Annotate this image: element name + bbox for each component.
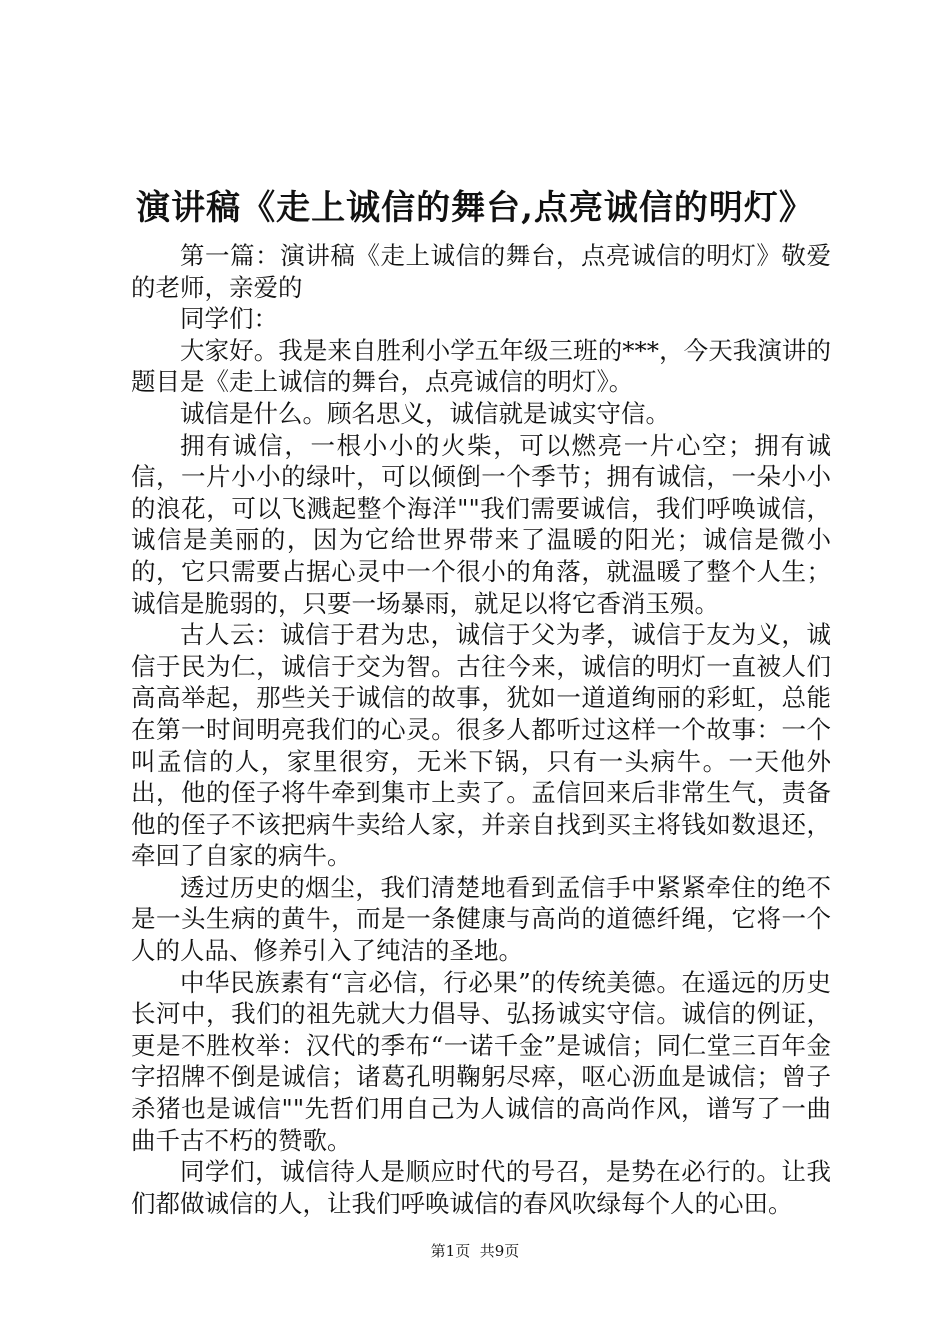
paragraph-3: 大家好。我是来自胜利小学五年级三班的***，今天我演讲的题目是《走上诚信的舞台，点亮诚信的明灯》。 [131, 335, 831, 397]
paragraph-4: 诚信是什么。顾名思义，诚信就是诚实守信。 [180, 398, 670, 428]
document-title: 演讲稿《走上诚信的舞台,点亮诚信的明灯》 [136, 188, 814, 228]
paragraph-7: 透过历史的烟尘，我们清楚地看到孟信手中紧紧牵住的绝不是一头生病的黄牛，而是一条健康与高尚的道德纤绳，它将一个人的人品、修养引入了纯洁的圣地。 [131, 872, 831, 966]
document-body [131, 240, 831, 1219]
paragraph-1: 第一篇：演讲稿《走上诚信的舞台，点亮诚信的明灯》敬爱的老师，亲爱的 [131, 241, 831, 302]
paragraph-2: 同学们： [180, 304, 278, 334]
footer-spacer [470, 1242, 480, 1260]
page-number: 第1页 [430, 1242, 471, 1260]
paragraph-9: 同学们，诚信待人是顺应时代的号召，是势在必行的。让我们都做诚信的人，让我们呼唤诚信的春风吹绿每个人的心田。 [131, 1157, 831, 1218]
page-total: 共9页 [479, 1242, 520, 1260]
page-footer [0, 1241, 950, 1261]
paragraph-5: 拥有诚信，一根小小的火柴，可以燃亮一片心空；拥有诚信，一片小小的绿叶，可以倾倒一个季节；拥有诚信，一朵小小的浪花，可以飞溅起整个海洋""我们需要诚信，我们呼唤诚信，诚信是美丽的，因为它给世界带来了温暖的阳光；诚信是微小的，它只需要占据心灵中一个很小的角落，就温暖了整个人生；诚信是脆弱的，只要一场暴雨，就足以将它香消玉殒。 [131, 430, 831, 618]
paragraph-6: 古人云：诚信于君为忠，诚信于父为孝，诚信于友为义，诚信于民为仁，诚信于交为智。古往今来，诚信的明灯一直被人们高高举起，那些关于诚信的故事，犹如一道道绚丽的彩虹，总能在第一时间明亮我们的心灵。很多人都听过这样一个故事：一个叫孟信的人，家里很穷，无米下锅，只有一头病牛。一天他外出，他的侄子将牛牵到集市上卖了。孟信回来后非常生气，责备他的侄子不该把病牛卖给人家，并亲自找到买主将钱如数退还，牵回了自家的病牛。 [131, 620, 831, 871]
paragraph-8: 中华民族素有“言必信，行必果”的传统美德。在遥远的历史长河中，我们的祖先就大力倡导、弘扬诚实守信。诚信的例证，更是不胜枚举：汉代的季布“一诺千金”是诚信；同仁堂三百年金字招牌不倒是诚信；诸葛孔明鞠躬尽瘁，呕心沥血是诚信；曾子杀猪也是诚信""先哲们用自己为人诚信的高尚作风，谱写了一曲曲千古不朽的赞歌。 [131, 967, 831, 1155]
